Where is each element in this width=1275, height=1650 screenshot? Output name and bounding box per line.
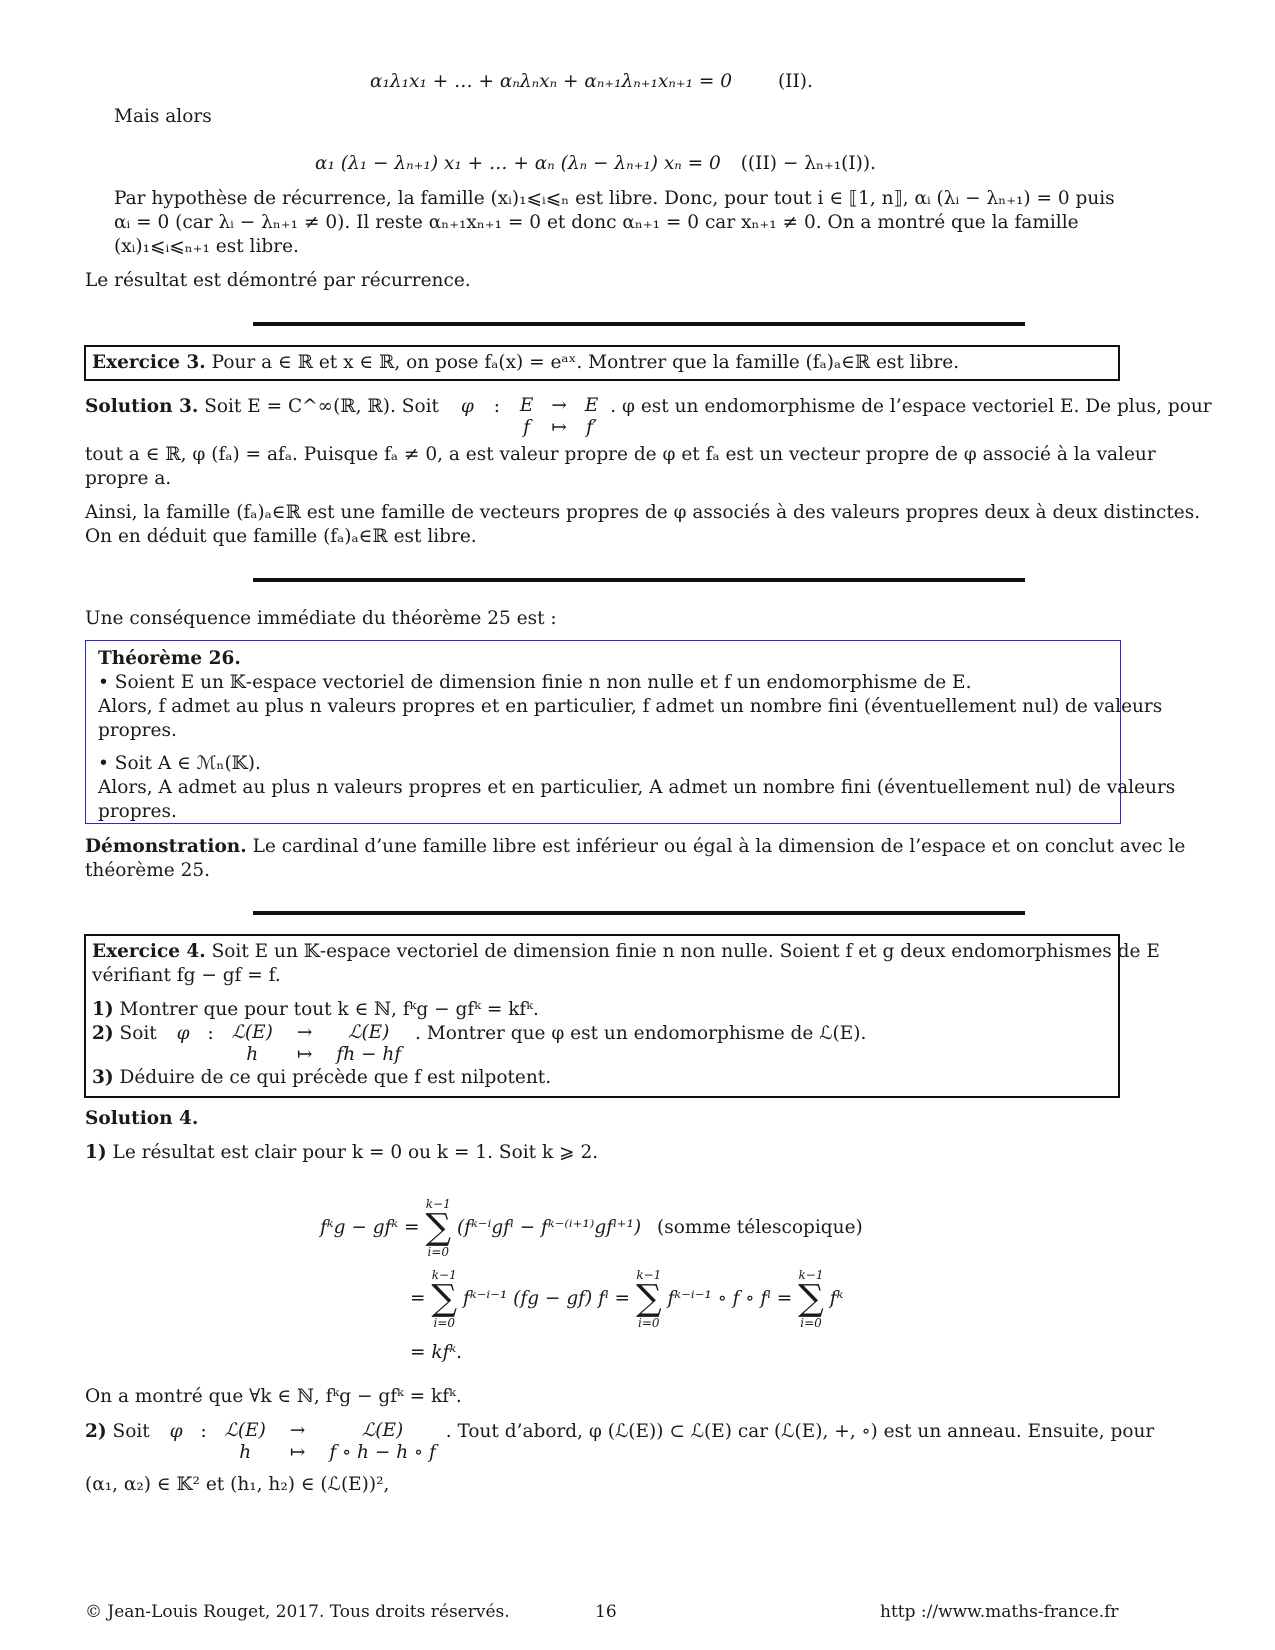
solution-4-label: Solution 4. — [85, 1108, 199, 1129]
separator-rule — [253, 911, 1025, 915]
sum-lower-limit: i=0 — [800, 1316, 822, 1330]
map-top-arrow: → — [551, 395, 567, 416]
exercise-4-line-1 — [92, 940, 1160, 964]
footer-page-number: 16 — [595, 1602, 617, 1622]
recurrence-line-2: αᵢ = 0 (car λᵢ − λₙ₊₁ ≠ 0). Il reste αₙ₊₁xₙ₊₁ = 0 et donc αₙ₊₁ = 0 car xₙ₊₁ ≠ 0. On a montré que la famille — [114, 212, 1079, 233]
q2-map-bot-to: fh − hf — [336, 1044, 402, 1065]
q2-map-grid — [232, 1022, 402, 1066]
footer-url[interactable]: http ://www.maths-france.fr — [880, 1602, 1119, 1622]
exercise-4-question-3 — [92, 1066, 1112, 1090]
p2-map-bot-to: f ∘ h − h ∘ f — [329, 1442, 436, 1463]
map-top-from: E — [519, 395, 534, 416]
sum-upper-limit: k−1 — [425, 1197, 451, 1211]
sum-lower-limit: i=0 — [427, 1245, 450, 1259]
theorem-26-bullet-2: • Soit A ∈ ℳₙ(𝕂). — [98, 753, 261, 774]
sum-upper-limit: k−1 — [636, 1268, 662, 1282]
solution-3-line-1 — [85, 395, 1212, 439]
question-3-number: 3) — [92, 1067, 114, 1088]
equation-diff — [315, 152, 876, 176]
part-2-text: . Tout d’abord, φ (ℒ(E)) ⊂ ℒ(E) car (ℒ(E), +, ∘) est un anneau. Ensuite, pour — [445, 1421, 1155, 1442]
equation-II — [370, 70, 813, 94]
q2-map-colon: : — [207, 1023, 214, 1044]
demonstration-text: Le cardinal d’une famille libre est inférieur ou égal à la dimension de l’espace et on conclut avec le — [252, 836, 1186, 857]
solution-3-line-5: On en déduit que famille (fₐ)ₐ∈ℝ est libre. — [85, 526, 477, 547]
p2-phi-symbol: φ — [169, 1421, 183, 1442]
exercise-4-label: Exercice 4. — [92, 941, 206, 962]
question-1-number: 1) — [92, 999, 114, 1020]
solution-4-shown: On a montré que ∀k ∈ ℕ, fᵏg − gfᵏ = kfᵏ. — [85, 1386, 462, 1407]
demonstration-line-2: théorème 25. — [85, 860, 211, 881]
computation-line-1 — [320, 1197, 863, 1259]
question-2-number: 2) — [92, 1023, 114, 1044]
theorem-26-box — [85, 640, 1176, 824]
solution-4-part-2-line-2: (α₁, α₂) ∈ 𝕂² et (h₁, h₂) ∈ (ℒ(E))², — [85, 1474, 390, 1495]
exercise-3-label: Exercice 3. — [92, 352, 206, 373]
sum-lower-limit: i=0 — [433, 1316, 456, 1330]
exercise-3-box — [84, 345, 1120, 381]
part-1-number: 1) — [85, 1142, 107, 1163]
map-bot-to: f′ — [586, 417, 598, 438]
question-3-text: Déduire de ce qui précède que f est nilpotent. — [119, 1067, 552, 1088]
phi-symbol: φ — [460, 396, 474, 417]
q2-map-top-to: ℒ(E) — [348, 1022, 390, 1043]
separator-rule — [253, 322, 1025, 326]
solution-4-part-1 — [85, 1141, 598, 1165]
separator-rule — [253, 578, 1025, 582]
exercise-3-text: Pour a ∈ ℝ et x ∈ ℝ, on pose fₐ(x) = eᵃˣ. Montrer que la famille (fₐ)ₐ∈ℝ est libre. — [211, 352, 960, 373]
computation-summand-1: (fᵏ⁻ⁱgfⁱ − fᵏ⁻⁽ⁱ⁺¹⁾gfⁱ⁺¹) — [457, 1217, 642, 1238]
consequence-text: Une conséquence immédiate du théorème 25 est : — [85, 608, 557, 629]
question-2-text: . Montrer que φ est un endomorphisme de ℒ(E). — [415, 1023, 867, 1044]
computation-equals: = — [410, 1288, 426, 1309]
sum-symbol: ∑ — [431, 1278, 458, 1319]
exercise-4-box — [84, 934, 1160, 1098]
equation-diff-tag: ((II) − λₙ₊₁(I)). — [740, 153, 876, 174]
solution-3-intro-end: . φ est un endomorphisme de l’espace vectoriel E. De plus, pour — [610, 396, 1212, 417]
computation-summand-3: fᵏ⁻ⁱ⁻¹ ∘ f ∘ fⁱ = — [667, 1288, 793, 1309]
map-bot-arrow: ↦ — [551, 417, 567, 438]
solution-3-intro: Soit E = C^∞(ℝ, ℝ). Soit — [204, 396, 439, 417]
computation-lhs: fᵏg − gfᵏ = — [320, 1217, 420, 1238]
part-2-map — [170, 1420, 436, 1464]
sum-lower-limit: i=0 — [638, 1316, 660, 1330]
p2-map-bot-arrow: ↦ — [289, 1442, 306, 1463]
q2-map-bot-from: h — [246, 1044, 259, 1065]
part-2-number: 2) — [85, 1421, 107, 1442]
page — [85, 0, 1212, 1650]
demonstration-label: Démonstration. — [85, 836, 247, 857]
question-1-text: Montrer que pour tout k ∈ ℕ, fᵏg − gfᵏ = kfᵏ. — [119, 999, 539, 1020]
p2-map-top-arrow: → — [289, 1420, 306, 1441]
exercise-4-question-1 — [92, 998, 1112, 1022]
recurrence-line-1: Par hypothèse de récurrence, la famille (xᵢ)₁⩽ᵢ⩽ₙ est libre. Donc, pour tout i ∈ ⟦1, n⟧, αᵢ (λᵢ − λₙ₊₁) = 0 puis — [114, 188, 1115, 209]
theorem-26-bullet-1-line-3: propres. — [98, 720, 177, 741]
p2-map-colon: : — [200, 1421, 207, 1442]
recurrence-line-3: (xᵢ)₁⩽ᵢ⩽ₙ₊₁ est libre. — [114, 236, 299, 257]
part-1-text: Le résultat est clair pour k = 0 ou k = 1. Soit k ⩾ 2. — [112, 1142, 599, 1163]
part-2-intro: Soit — [112, 1421, 150, 1442]
computation-note: (somme télescopique) — [657, 1217, 863, 1238]
sum-operator — [798, 1268, 824, 1330]
q2-map-top-arrow: → — [296, 1022, 313, 1043]
q2-map-bot-arrow: ↦ — [296, 1044, 313, 1065]
question-2-intro: Soit — [119, 1023, 157, 1044]
sum-symbol: ∑ — [635, 1278, 662, 1319]
mais-alors: Mais alors — [114, 106, 212, 127]
exercise-4-text: Soit E un 𝕂-espace vectoriel de dimension finie n non nulle. Soient f et g deux endomorphismes de E — [211, 941, 1160, 962]
solution-3-line-3: propre a. — [85, 468, 172, 489]
solution-3-label: Solution 3. — [85, 396, 199, 417]
sum-upper-limit: k−1 — [798, 1268, 824, 1282]
theorem-26-bullet-2-line-2: Alors, A admet au plus n valeurs propres et en particulier, A admet un nombre fini (éventuellement nul) de valeurs — [98, 777, 1176, 798]
p2-map-top-from: ℒ(E) — [224, 1420, 266, 1441]
solution-4-part-2 — [85, 1420, 1154, 1464]
sum-symbol: ∑ — [798, 1278, 824, 1319]
map-top-to: E — [584, 395, 599, 416]
sum-symbol: ∑ — [425, 1207, 452, 1248]
map-bot-from: f — [523, 417, 530, 438]
q2-map-top-from: ℒ(E) — [231, 1022, 273, 1043]
demonstration-line-1 — [85, 835, 1185, 859]
theorem-26-title: Théorème 26. — [98, 648, 241, 669]
p2-map-top-to: ℒ(E) — [361, 1420, 404, 1441]
recurrence-conclusion: Le résultat est démontré par récurrence. — [85, 270, 471, 291]
sum-upper-limit: k−1 — [431, 1268, 457, 1282]
sum-operator — [636, 1268, 662, 1330]
computation-line-2 — [410, 1268, 843, 1330]
theorem-26-bullet-2-line-3: propres. — [98, 801, 177, 822]
question-2-map — [177, 1022, 402, 1066]
exercise-4-question-2 — [92, 1022, 1112, 1066]
computation-line-3: = kfᵏ. — [410, 1342, 463, 1363]
sum-operator — [425, 1197, 451, 1259]
phi-map — [461, 395, 599, 439]
solution-3-line-4: Ainsi, la famille (fₐ)ₐ∈ℝ est une famille de vecteurs propres de φ associés à des valeurs propres deux à deux distinctes. — [85, 502, 1201, 523]
map-colon: : — [493, 396, 500, 417]
equation-diff-body: α₁ (λ₁ − λₙ₊₁) x₁ + … + αₙ (λₙ − λₙ₊₁) xₙ = 0 — [315, 153, 721, 174]
solution-3-line-2: tout a ∈ ℝ, φ (fₐ) = afₐ. Puisque fₐ ≠ 0, a est valeur propre de φ et fₐ est un vecteur propre de φ associé à la valeur — [85, 444, 1156, 465]
map-grid — [520, 395, 599, 439]
theorem-26-bullet-1: • Soient E un 𝕂-espace vectoriel de dimension finie n non nulle et f un endomorphisme de E. — [98, 672, 972, 693]
p2-map-grid — [225, 1420, 436, 1464]
computation-summand-4: fᵏ — [829, 1288, 844, 1309]
equation-II-body: α₁λ₁x₁ + … + αₙλₙxₙ + αₙ₊₁λₙ₊₁xₙ₊₁ = 0 — [370, 71, 733, 92]
p2-map-bot-from: h — [239, 1442, 252, 1463]
exercise-4-line-2: vérifiant fg − gf = f. — [92, 965, 281, 986]
sum-operator — [431, 1268, 457, 1330]
footer-copyright: © Jean-Louis Rouget, 2017. Tous droits réservés. — [85, 1602, 510, 1622]
theorem-26-bullet-1-line-2: Alors, f admet au plus n valeurs propres et en particulier, f admet un nombre fini (éventuellement nul) de valeurs — [98, 696, 1163, 717]
equation-II-tag: (II). — [777, 71, 813, 92]
q2-phi-symbol: φ — [176, 1023, 190, 1044]
computation-summand-2: fᵏ⁻ⁱ⁻¹ (fg − gf) fⁱ = — [463, 1288, 631, 1309]
